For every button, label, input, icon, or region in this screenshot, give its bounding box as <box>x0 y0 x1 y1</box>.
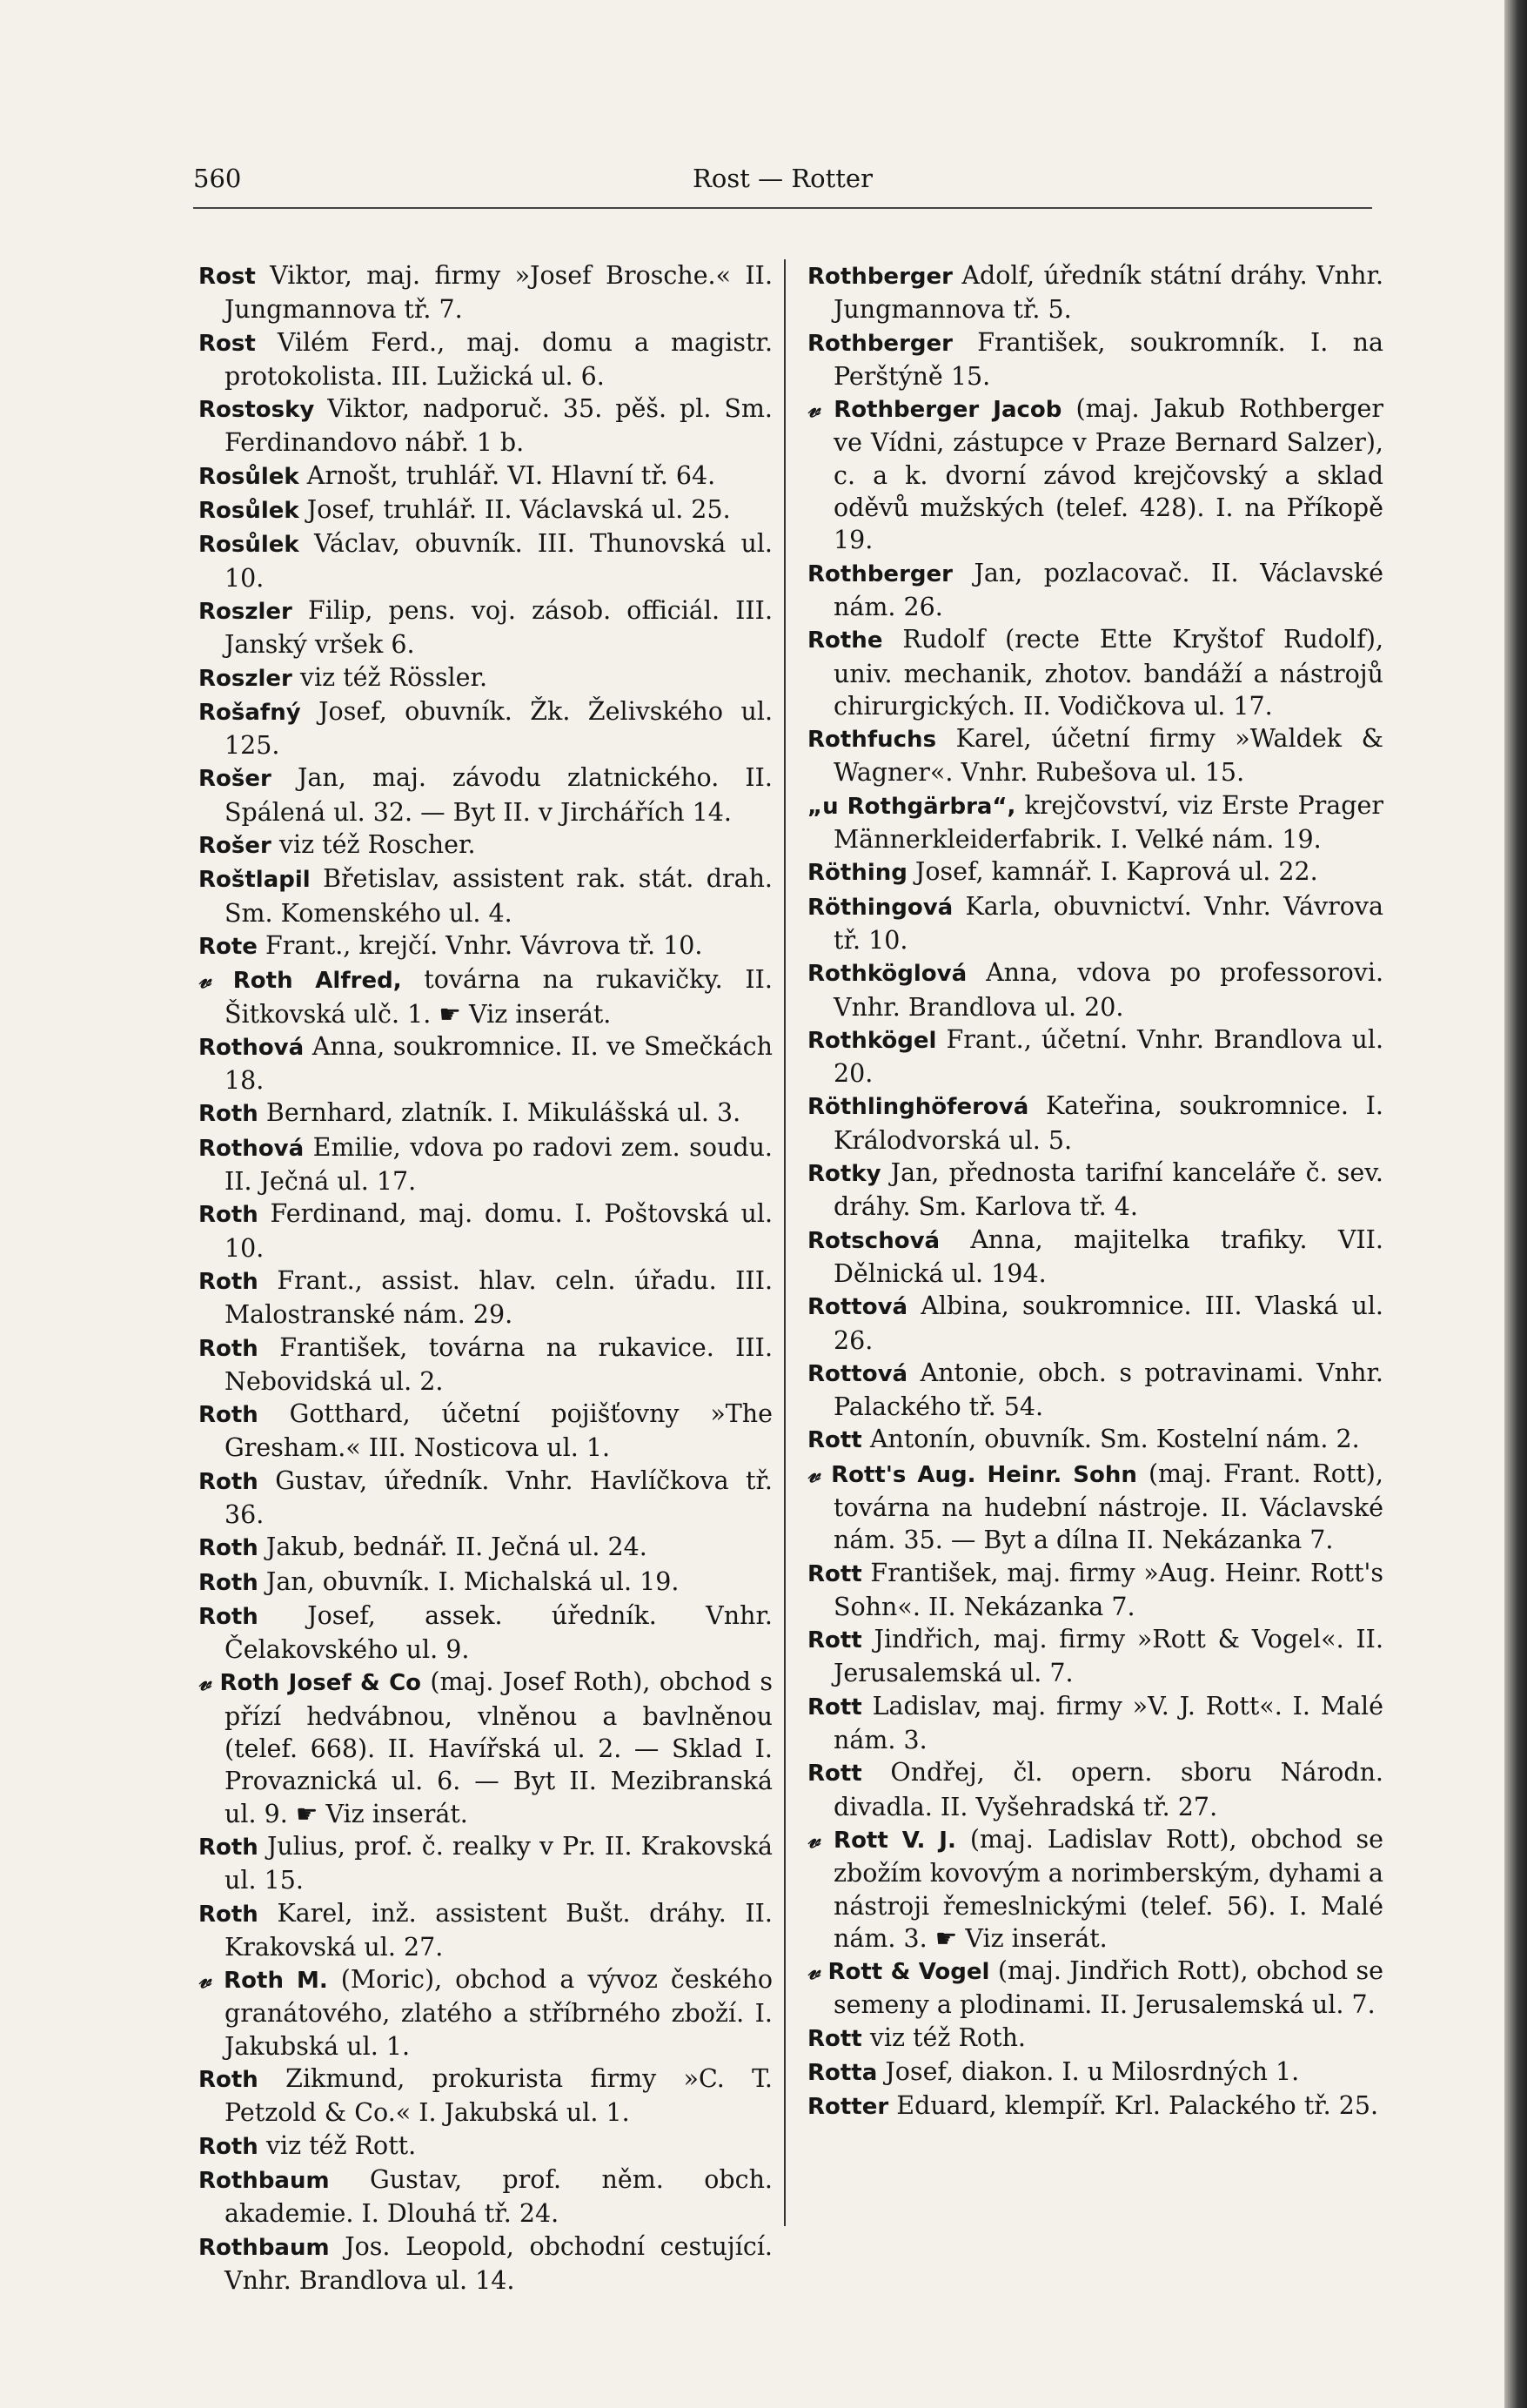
entry-headword: Roth <box>198 1101 258 1128</box>
entry-text: Zikmund, prokurista firmy »C. T. Petzold & Co.« I. Jakubská ul. 1. <box>224 2064 773 2128</box>
entry-headword: Rošafný <box>198 699 301 726</box>
entry-text: Frant., assist. hlav. celn. úřadu. III. Malostranské nám. 29. <box>224 1265 774 1330</box>
right-column <box>807 259 1383 2124</box>
entry-text: Rudolf (recte Ette Kryštof Rudolf), univ. mechanik, zhotov. bandáží a nástrojů chirurgických. II. Vodičkova ul. 17. <box>834 625 1383 721</box>
see-advert: Viz inserát. <box>325 1799 468 1828</box>
header-rule <box>193 207 1372 209</box>
entry-text: Jan, maj. závodu zlatnického. II. Spálená ul. 32. — Byt II. v Jirchářích 14. <box>224 763 773 827</box>
entry-text: Viktor, maj. firmy »Josef Brosche.« II. Jungmannova tř. 7. <box>224 261 773 325</box>
directory-entry <box>807 259 1383 326</box>
entry-text: Albina, soukromnice. III. Vlaská ul. 26. <box>834 1291 1383 1355</box>
entry-headword: Rothová <box>198 1135 305 1162</box>
entry-headword: Roth <box>198 1335 258 1362</box>
entry-text: Anna, majitelka trafiky. VII. Dělnická ul. 194. <box>834 1224 1383 1288</box>
directory-entry <box>807 2056 1383 2089</box>
directory-entry <box>807 1756 1383 1823</box>
entry-headword: Roth <box>198 1402 258 1429</box>
directory-entry <box>807 1623 1383 1690</box>
directory-entry <box>807 326 1383 393</box>
page-number: 560 <box>193 164 242 193</box>
entry-text: Julius, prof. č. realky v Pr. II. Krakovská ul. 15. <box>224 1831 773 1895</box>
entry-text: Jakub, bednář. II. Ječná ul. 24. <box>265 1533 647 1562</box>
entry-text: Arnošt, truhlář. VI. Hlavní tř. 64. <box>306 460 716 490</box>
entry-text: Viktor, nadporuč. 35. pěš. pl. Sm. Ferdinandovo nábř. 1 b. <box>224 394 773 458</box>
entry-headword: Roszler <box>198 665 292 692</box>
entry-headword: Rost <box>198 264 256 290</box>
entry-text: František, soukromník. I. na Perštýně 15. <box>834 327 1383 391</box>
directory-entry <box>807 1557 1383 1624</box>
directory-entry <box>198 1097 773 1130</box>
directory-entry <box>198 2130 773 2163</box>
directory-entry <box>807 789 1383 856</box>
entry-text: František, maj. firmy »Aug. Heinr. Rott's Sohn«. II. Nekázanka 7. <box>834 1558 1383 1621</box>
entry-headword: Rothköglová <box>807 961 968 988</box>
entry-headword: Roth Alfred, <box>232 968 402 995</box>
entry-text: (maj. Jakub Rothberger ve Vídni, zástupce v Praze Bernard Salzer), c. a k. dvorní závod krejčovský a sklad oděvů mužských (telef. 428). I. na Příkopě 19. <box>834 394 1383 555</box>
pointing-hand-icon: ☛ <box>934 1923 958 1953</box>
directory-entry <box>807 2089 1383 2123</box>
entry-headword: Rothfuchs <box>807 727 937 754</box>
directory-entry <box>198 1531 773 1565</box>
column-divider <box>784 259 786 2226</box>
directory-entry <box>198 1830 773 1897</box>
advert-mark-icon: 𝓋 <box>198 1965 211 1995</box>
page-header <box>193 164 1372 198</box>
entry-text: Emilie, vdova po radovi zem. soudu. II. Ječná ul. 17. <box>224 1132 773 1197</box>
directory-entry <box>198 1963 773 2063</box>
entry-text: (maj. Ladislav Rott), obchod se zbožím kovovým a norimberským, dyhami a nástroji řemeslnickými (telef. 56). I. Malé nám. 3. <box>834 1824 1384 1953</box>
entry-text: Josef, kamnář. I. Kaprová ul. 22. <box>914 857 1318 887</box>
directory-entry <box>198 2063 773 2130</box>
entry-text: Anna, vdova po professorovi. Vnhr. Brandlova ul. 20. <box>834 958 1383 1022</box>
entry-headword: Rothe <box>807 627 883 654</box>
directory-entry <box>807 1458 1383 1557</box>
entry-text: Kateřina, soukromnice. I. Králodvorská ul. 5. <box>834 1091 1383 1155</box>
directory-entry <box>198 828 773 862</box>
directory-entry <box>198 1666 773 1829</box>
directory-entry <box>198 1131 773 1198</box>
entry-text: Frant., krejčí. Vnhr. Vávrova tř. 10. <box>265 930 703 960</box>
entry-text: (maj. Frant. Rott), továrna na hudební nástroje. II. Václavské nám. 35. — Byt a dílna II. Nekázanka 7. <box>834 1459 1383 1555</box>
directory-entry <box>198 259 773 326</box>
directory-entry <box>198 761 773 828</box>
directory-entry <box>198 963 773 1030</box>
pointing-hand-icon: ☛ <box>295 1799 318 1828</box>
entry-headword: Rothberger <box>807 330 953 357</box>
entry-text: (maj. Josef Roth), obchod s přízí hedvábnou, vlněnou a bavlněnou (telef. 668). II. Havířská ul. 2. — Sklad I. Provaznická ul. 6. — Byt II. Mezibranská ul. 9. <box>224 1667 773 1828</box>
advert-mark-icon: 𝓋 <box>807 1956 820 1986</box>
entry-headword: Roth <box>198 1202 258 1229</box>
entry-headword: Rothberger Jacob <box>834 397 1062 424</box>
entry-headword: Rott's Aug. Heinr. Sohn <box>831 1461 1137 1488</box>
entry-text: Ferdinand, maj. domu. I. Poštovská ul. 10. <box>224 1199 773 1263</box>
entry-headword: Rothbaum <box>198 2234 330 2261</box>
entry-text: viz též Rössler. <box>299 662 488 692</box>
see-advert: Viz inserát. <box>965 1923 1108 1953</box>
entry-text: Gustav, úředník. Vnhr. Havlíčkova tř. 36. <box>224 1466 773 1529</box>
directory-entry <box>807 1224 1383 1291</box>
entry-headword: Rothová <box>198 1034 305 1061</box>
entry-headword: Röthlinghöferová <box>807 1094 1029 1121</box>
entry-headword: Rottová <box>807 1294 908 1321</box>
entry-text: Josef, truhlář. II. Václavská ul. 25. <box>306 495 731 525</box>
entry-text: Karel, účetní firmy »Waldek & Wagner«. Vnhr. Rubešova ul. 15. <box>834 724 1383 788</box>
directory-entry <box>807 1157 1383 1224</box>
advert-mark-icon: 𝓋 <box>198 1667 211 1697</box>
entry-headword: Rott <box>807 1694 862 1720</box>
entry-text: Bernhard, zlatník. I. Mikulášská ul. 3. <box>265 1098 741 1128</box>
directory-entry <box>198 1398 773 1465</box>
entry-headword: Rosůlek <box>198 498 299 525</box>
entry-headword: „u Rothgärbra“, <box>807 793 1016 820</box>
directory-entry <box>807 1423 1383 1457</box>
entry-text: Břetislav, assistent rak. stát. drah. Sm. Komenského ul. 4. <box>224 864 773 928</box>
entry-text: Eduard, klempíř. Krl. Palackého tř. 25. <box>896 2091 1379 2121</box>
entry-text: Karla, obuvnictví. Vnhr. Vávrova tř. 10. <box>834 891 1384 955</box>
entry-text: Jindřich, maj. firmy »Rott & Vogel«. II. Jerusalemská ul. 7. <box>834 1625 1383 1688</box>
entry-headword: Rosůlek <box>198 532 299 559</box>
directory-entry <box>198 1600 773 1667</box>
directory-entry <box>807 956 1383 1023</box>
directory-entry <box>198 1566 773 1600</box>
entry-text: (Moric), obchod a vývoz českého granátového, zlatého a stříbrného zboží. I. Jakubská ul. 1. <box>224 1965 773 2061</box>
entry-headword: Rothberger <box>807 264 953 290</box>
entry-headword: Roth <box>198 2067 258 2094</box>
entry-text: Jan, pozlacovač. II. Václavské nám. 26. <box>834 558 1383 621</box>
directory-entry <box>807 557 1383 624</box>
directory-entry <box>807 855 1383 889</box>
entry-headword: Roth <box>198 1569 258 1596</box>
advert-mark-icon: 𝓋 <box>807 1824 820 1854</box>
directory-entry <box>198 493 773 527</box>
entry-headword: Rost <box>198 330 256 357</box>
pointing-hand-icon: ☛ <box>439 999 461 1029</box>
entry-text: viz též Roscher. <box>278 830 476 860</box>
entry-text: Ondřej, čl. opern. sboru Národn. divadla. II. Vyšehradská tř. 27. <box>834 1758 1383 1821</box>
advert-mark-icon: 𝓋 <box>807 394 820 424</box>
entry-headword: Rotschová <box>807 1227 941 1254</box>
entry-headword: Rotter <box>807 2094 889 2121</box>
entry-text: Ladislav, maj. firmy »V. J. Rott«. I. Malé nám. 3. <box>834 1691 1384 1755</box>
see-advert: Viz inserát. <box>469 999 612 1029</box>
directory-entry <box>198 527 773 594</box>
directory-entry <box>807 1955 1383 2022</box>
directory-entry <box>807 1023 1383 1090</box>
directory-entry <box>198 594 773 661</box>
directory-entry <box>807 722 1383 789</box>
entry-text: Adolf, úředník státní dráhy. Vnhr. Jungmannova tř. 5. <box>834 261 1383 325</box>
advert-mark-icon: 𝓋 <box>807 1459 820 1488</box>
entry-text: (maj. Jindřich Rott), obchod se semeny a plodinami. II. Jerusalemská ul. 7. <box>834 1956 1383 2020</box>
directory-entry <box>198 392 773 459</box>
entry-text: Jos. Leopold, obchodní cestující. Vnhr. Brandlova ul. 14. <box>224 2231 773 2295</box>
directory-entry <box>198 695 773 762</box>
entry-headword: Roth <box>198 1834 258 1861</box>
entry-headword: Rošer <box>198 766 271 793</box>
directory-entry <box>198 1030 773 1097</box>
entry-headword: Roth <box>198 2133 258 2160</box>
directory-entry <box>198 1897 773 1964</box>
entry-headword: Rott V. J. <box>834 1827 956 1854</box>
entry-headword: Rott <box>807 1761 862 1788</box>
entry-headword: Rott <box>807 1427 862 1454</box>
entry-headword: Röthing <box>807 860 907 887</box>
entry-headword: Rothbaum <box>198 2167 330 2194</box>
entry-headword: Rott <box>807 1627 862 1654</box>
directory-entry <box>807 1823 1383 1955</box>
entry-headword: Rostosky <box>198 397 315 424</box>
directory-entry <box>198 326 773 393</box>
entry-text: Vilém Ferd., maj. domu a magistr. protokolista. III. Lužická ul. 6. <box>224 327 773 391</box>
entry-text: Jan, přednosta tarifní kanceláře č. sev. dráhy. Sm. Karlova tř. 4. <box>834 1158 1383 1222</box>
directory-entry <box>807 1290 1383 1357</box>
directory-entry <box>198 862 773 929</box>
entry-text: Josef, diakon. I. u Milosrdných 1. <box>885 2057 1300 2087</box>
directory-entry <box>198 2230 773 2297</box>
directory-entry <box>198 1331 773 1399</box>
entry-text: Jan, obuvník. I. Michalská ul. 19. <box>265 1566 680 1596</box>
entry-text: továrna na rukavičky. II. Šitkovská ulč. 1. <box>224 965 773 1029</box>
entry-text: Anna, soukromnice. II. ve Smečkách 18. <box>224 1031 774 1096</box>
entry-headword: Roth Josef & Co <box>219 1670 422 1697</box>
entry-headword: Roth <box>198 1535 258 1562</box>
directory-entry <box>198 661 773 695</box>
entry-text: Josef, assek. úředník. Vnhr. Čelakovského ul. 9. <box>224 1600 773 1665</box>
directory-entry <box>807 623 1383 722</box>
entry-text: Gustav, prof. něm. obch. akademie. I. Dlouhá tř. 24. <box>224 2164 773 2229</box>
directory-entry <box>807 1690 1383 1757</box>
entry-text: František, továrna na rukavice. III. Nebovidská ul. 2. <box>224 1332 773 1396</box>
entry-text: Antonie, obch. s potravinami. Vnhr. Palackého tř. 54. <box>834 1358 1383 1422</box>
entry-headword: Rotky <box>807 1161 881 1188</box>
entry-headword: Rott & Vogel <box>827 1959 990 1986</box>
entry-headword: Rott <box>807 2025 862 2052</box>
directory-entry <box>807 1090 1383 1157</box>
entry-text: Frant., účetní. Vnhr. Brandlova ul. 20. <box>834 1024 1384 1089</box>
entry-headword: Rotta <box>807 2060 878 2087</box>
entry-headword: Roth M. <box>224 1968 328 1995</box>
entry-headword: Rosůlek <box>198 463 299 490</box>
entry-text: viz též Roth. <box>869 2022 1026 2052</box>
entry-text: Antonín, obuvník. Sm. Kostelní nám. 2. <box>869 1425 1360 1454</box>
entry-headword: Röthingová <box>807 894 954 921</box>
entry-text: Filip, pens. voj. zásob. officiál. III. Janský vršek 6. <box>224 595 774 660</box>
directory-entry <box>198 1197 773 1264</box>
advert-mark-icon: 𝓋 <box>198 965 211 995</box>
directory-entry <box>198 459 773 493</box>
entry-headword: Roth <box>198 1268 258 1295</box>
entry-headword: Roszler <box>198 598 292 625</box>
entry-headword: Roth <box>198 1901 258 1928</box>
directory-entry <box>807 890 1383 957</box>
directory-entry <box>807 1357 1383 1424</box>
entry-text: Karel, inž. assistent Bušt. dráhy. II. Krakovská ul. 27. <box>224 1898 773 1962</box>
entry-text: viz též Rott. <box>265 2130 417 2160</box>
entry-text: Josef, obuvník. Žk. Želivského ul. 125. <box>224 696 774 761</box>
directory-entry <box>198 1264 773 1331</box>
entry-headword: Roth <box>198 1468 258 1495</box>
directory-entry <box>198 929 773 963</box>
entry-headword: Roštlapil <box>198 867 311 894</box>
entry-text: krejčovství, viz Erste Prager Männerkleiderfabrik. I. Velké nám. 19. <box>834 790 1383 855</box>
entry-headword: Rott <box>807 1560 862 1587</box>
entry-headword: Rote <box>198 933 258 960</box>
entry-text: Gotthard, účetní pojišťovny »The Gresham.« III. Nosticova ul. 1. <box>224 1399 773 1463</box>
entry-headword: Rothkögel <box>807 1027 937 1054</box>
entry-headword: Rottová <box>807 1360 908 1387</box>
entry-headword: Rothberger <box>807 560 953 587</box>
running-title: Rost — Rotter <box>693 164 873 193</box>
entry-headword: Rošer <box>198 833 271 860</box>
entry-headword: Roth <box>198 1603 258 1630</box>
entry-text: Václav, obuvník. III. Thunovská ul. 10. <box>224 529 773 593</box>
directory-entry <box>198 1465 773 1532</box>
directory-entry <box>807 392 1383 556</box>
directory-entry <box>198 2163 773 2230</box>
left-column <box>198 259 773 2297</box>
directory-entry <box>807 2022 1383 2056</box>
scan-edge <box>1504 0 1527 2408</box>
